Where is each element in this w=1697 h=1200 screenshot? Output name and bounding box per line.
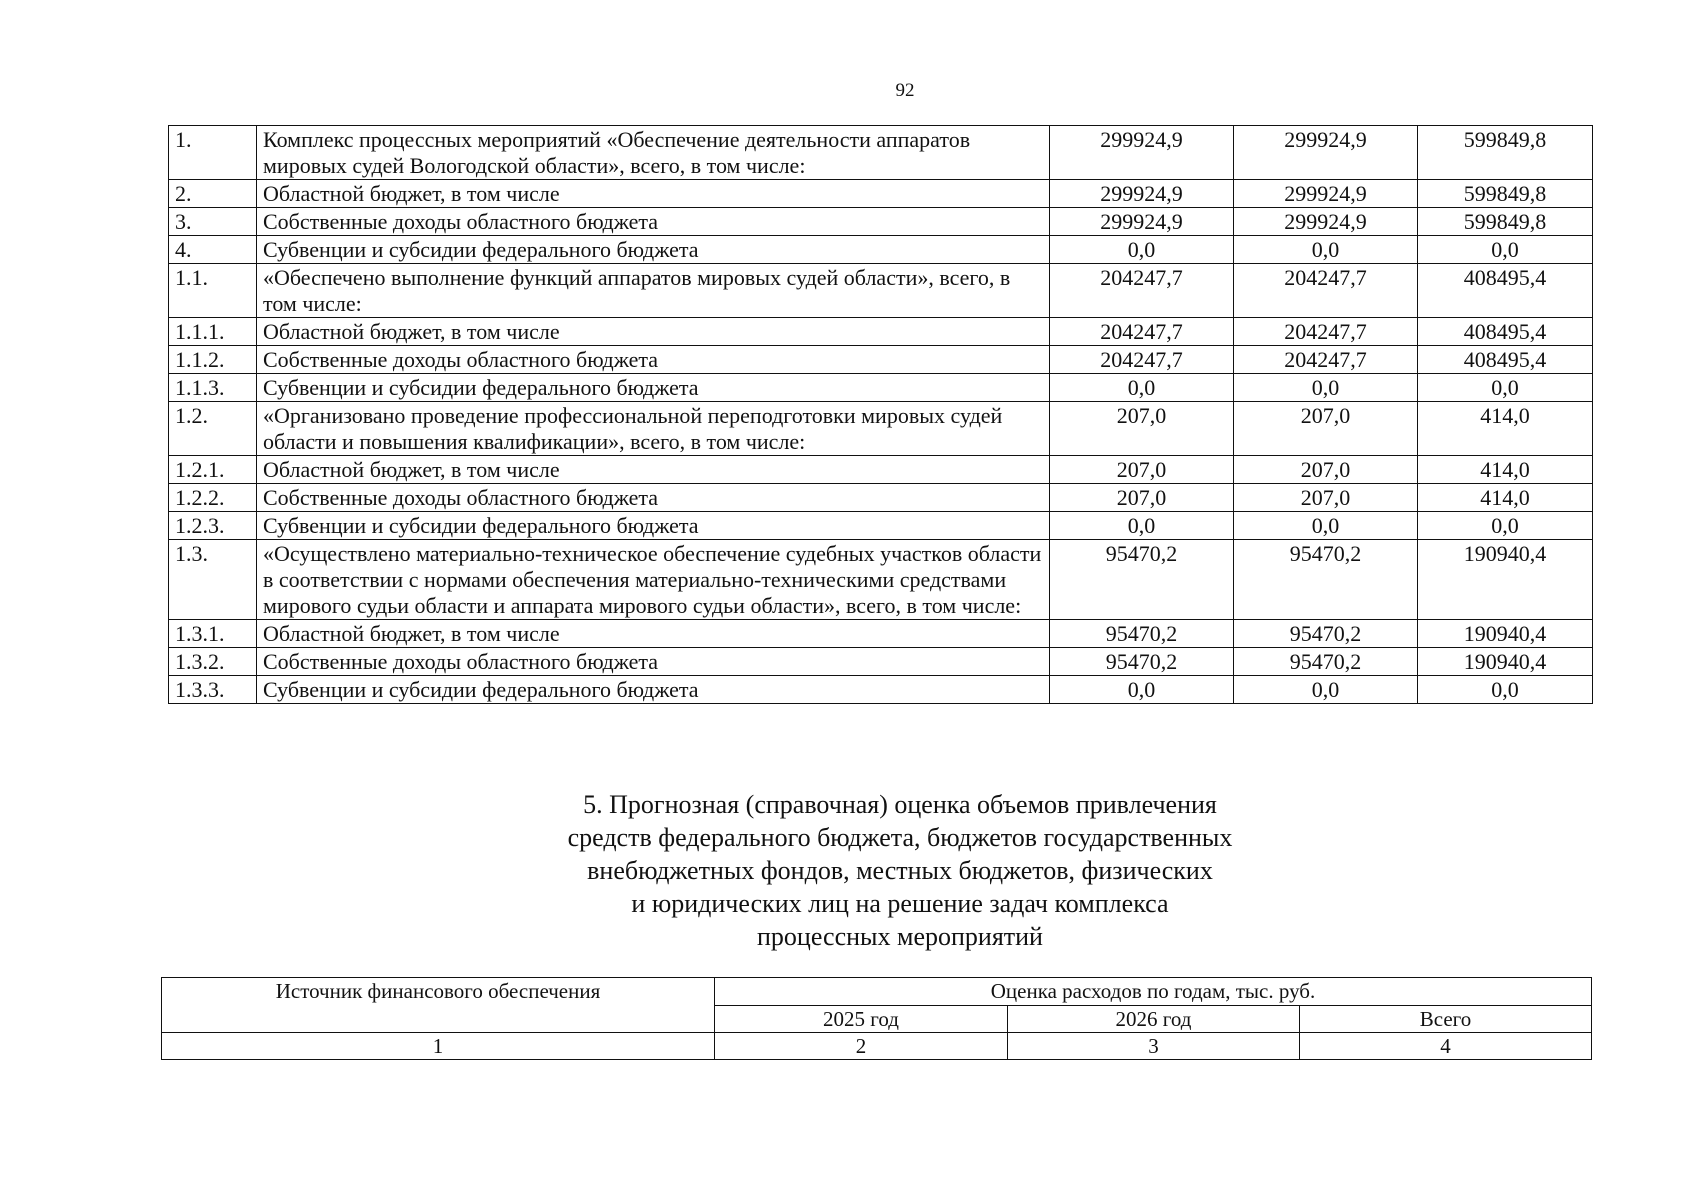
funding-row — [169, 318, 1593, 346]
funding-row — [169, 374, 1593, 402]
funding-row — [169, 620, 1593, 648]
column-number: 4 — [1300, 1033, 1592, 1060]
value-total: 0,0 — [1418, 676, 1593, 704]
row-name: Субвенции и субсидии федерального бюджета — [257, 236, 1050, 264]
value-2026: 207,0 — [1234, 484, 1418, 512]
funding-row — [169, 346, 1593, 374]
heading-line: процессных мероприятий — [757, 922, 1043, 951]
forecast-header-row — [162, 978, 1592, 1006]
value-2025: 299924,9 — [1050, 180, 1234, 208]
heading-line: средств федерального бюджета, бюджетов государственных — [567, 823, 1233, 852]
heading-line: и юридических лиц на решение задач комплекса — [631, 889, 1169, 918]
row-code: 1.3.2. — [169, 648, 257, 676]
value-2026: 95470,2 — [1234, 540, 1418, 620]
row-name: Субвенции и субсидии федерального бюджета — [257, 512, 1050, 540]
column-number: 2 — [715, 1033, 1008, 1060]
funding-row — [169, 484, 1593, 512]
value-2026: 204247,7 — [1234, 346, 1418, 374]
row-name: Областной бюджет, в том числе — [257, 318, 1050, 346]
value-total: 599849,8 — [1418, 180, 1593, 208]
value-total: 599849,8 — [1418, 126, 1593, 180]
row-code: 1.3. — [169, 540, 257, 620]
value-2026: 299924,9 — [1234, 180, 1418, 208]
funding-row — [169, 126, 1593, 180]
value-2025: 95470,2 — [1050, 540, 1234, 620]
funding-row — [169, 264, 1593, 318]
value-2026: 299924,9 — [1234, 126, 1418, 180]
value-2026: 299924,9 — [1234, 208, 1418, 236]
value-2025: 0,0 — [1050, 512, 1234, 540]
value-2026: 207,0 — [1234, 456, 1418, 484]
value-2026: 95470,2 — [1234, 648, 1418, 676]
row-code: 1.2.3. — [169, 512, 257, 540]
value-2025: 95470,2 — [1050, 620, 1234, 648]
row-code: 1. — [169, 126, 257, 180]
column-number: 1 — [162, 1033, 715, 1060]
value-total: 408495,4 — [1418, 318, 1593, 346]
value-2025: 204247,7 — [1050, 346, 1234, 374]
value-2025: 207,0 — [1050, 484, 1234, 512]
funding-row — [169, 540, 1593, 620]
page-number: 92 — [895, 80, 915, 101]
heading-line: 5. Прогнозная (справочная) оценка объемов привлечения — [583, 790, 1217, 819]
row-name: «Организовано проведение профессиональной переподготовки мировых судей области и повышения квалификации», всего, в том числе: — [257, 402, 1050, 456]
column-number: 3 — [1008, 1033, 1300, 1060]
row-name: Субвенции и субсидии федерального бюджета — [257, 676, 1050, 704]
year-header-total: Всего — [1300, 1005, 1592, 1033]
funding-row — [169, 648, 1593, 676]
row-name: Комплекс процессных мероприятий «Обеспечение деятельности аппаратов мировых судей Вологодской области», всего, в том числе: — [257, 126, 1050, 180]
value-2026: 204247,7 — [1234, 318, 1418, 346]
row-code: 4. — [169, 236, 257, 264]
value-total: 414,0 — [1418, 456, 1593, 484]
value-total: 0,0 — [1418, 512, 1593, 540]
year-header-2025: 2025 год — [715, 1005, 1008, 1033]
row-name: Собственные доходы областного бюджета — [257, 208, 1050, 236]
funding-row — [169, 208, 1593, 236]
row-code: 1.2.1. — [169, 456, 257, 484]
row-code: 1.3.1. — [169, 620, 257, 648]
row-name: Собственные доходы областного бюджета — [257, 648, 1050, 676]
value-2025: 0,0 — [1050, 676, 1234, 704]
value-2025: 204247,7 — [1050, 318, 1234, 346]
value-total: 0,0 — [1418, 374, 1593, 402]
value-2025: 299924,9 — [1050, 208, 1234, 236]
value-total: 408495,4 — [1418, 346, 1593, 374]
funding-row — [169, 180, 1593, 208]
value-total: 190940,4 — [1418, 540, 1593, 620]
row-name: Областной бюджет, в том числе — [257, 620, 1050, 648]
value-total: 408495,4 — [1418, 264, 1593, 318]
value-2026: 95470,2 — [1234, 620, 1418, 648]
year-header-2026: 2026 год — [1008, 1005, 1300, 1033]
estimate-header: Оценка расходов по годам, тыс. руб. — [715, 978, 1592, 1006]
value-total: 599849,8 — [1418, 208, 1593, 236]
value-total: 414,0 — [1418, 484, 1593, 512]
value-2025: 0,0 — [1050, 236, 1234, 264]
value-2025: 207,0 — [1050, 456, 1234, 484]
forecast-numbers-row — [162, 1033, 1592, 1060]
value-2025: 207,0 — [1050, 402, 1234, 456]
value-total: 190940,4 — [1418, 620, 1593, 648]
value-2026: 0,0 — [1234, 676, 1418, 704]
value-2025: 299924,9 — [1050, 126, 1234, 180]
row-name: Областной бюджет, в том числе — [257, 180, 1050, 208]
row-name: «Обеспечено выполнение функций аппаратов мировых судей области», всего, в том числе: — [257, 264, 1050, 318]
value-2026: 0,0 — [1234, 512, 1418, 540]
row-code: 1.1.3. — [169, 374, 257, 402]
row-code: 1.2.2. — [169, 484, 257, 512]
value-2025: 0,0 — [1050, 374, 1234, 402]
value-total: 190940,4 — [1418, 648, 1593, 676]
row-name: Областной бюджет, в том числе — [257, 456, 1050, 484]
value-2025: 204247,7 — [1050, 264, 1234, 318]
row-code: 3. — [169, 208, 257, 236]
row-code: 1.1.1. — [169, 318, 257, 346]
value-2025: 95470,2 — [1050, 648, 1234, 676]
funding-row — [169, 512, 1593, 540]
value-2026: 207,0 — [1234, 402, 1418, 456]
row-name: Собственные доходы областного бюджета — [257, 484, 1050, 512]
row-name: Собственные доходы областного бюджета — [257, 346, 1050, 374]
row-code: 2. — [169, 180, 257, 208]
row-name: Субвенции и субсидии федерального бюджета — [257, 374, 1050, 402]
section-heading — [480, 788, 1320, 953]
row-code: 1.3.3. — [169, 676, 257, 704]
value-2026: 204247,7 — [1234, 264, 1418, 318]
row-code: 1.2. — [169, 402, 257, 456]
forecast-table — [161, 977, 1592, 1060]
row-name: «Осуществлено материально-техническое обеспечение судебных участков области в соответствии с нормами обеспечения материально-техническими средствами мирового судьи области и аппарата мирового судьи области», всего, в том числе: — [257, 540, 1050, 620]
heading-line: внебюджетных фондов, местных бюджетов, физических — [587, 856, 1213, 885]
row-code: 1.1.2. — [169, 346, 257, 374]
funding-row — [169, 402, 1593, 456]
value-total: 0,0 — [1418, 236, 1593, 264]
value-2026: 0,0 — [1234, 236, 1418, 264]
funding-row — [169, 456, 1593, 484]
funding-table — [168, 125, 1593, 704]
funding-row — [169, 236, 1593, 264]
source-header: Источник финансового обеспечения — [162, 978, 715, 1033]
value-2026: 0,0 — [1234, 374, 1418, 402]
value-total: 414,0 — [1418, 402, 1593, 456]
row-code: 1.1. — [169, 264, 257, 318]
funding-row — [169, 676, 1593, 704]
